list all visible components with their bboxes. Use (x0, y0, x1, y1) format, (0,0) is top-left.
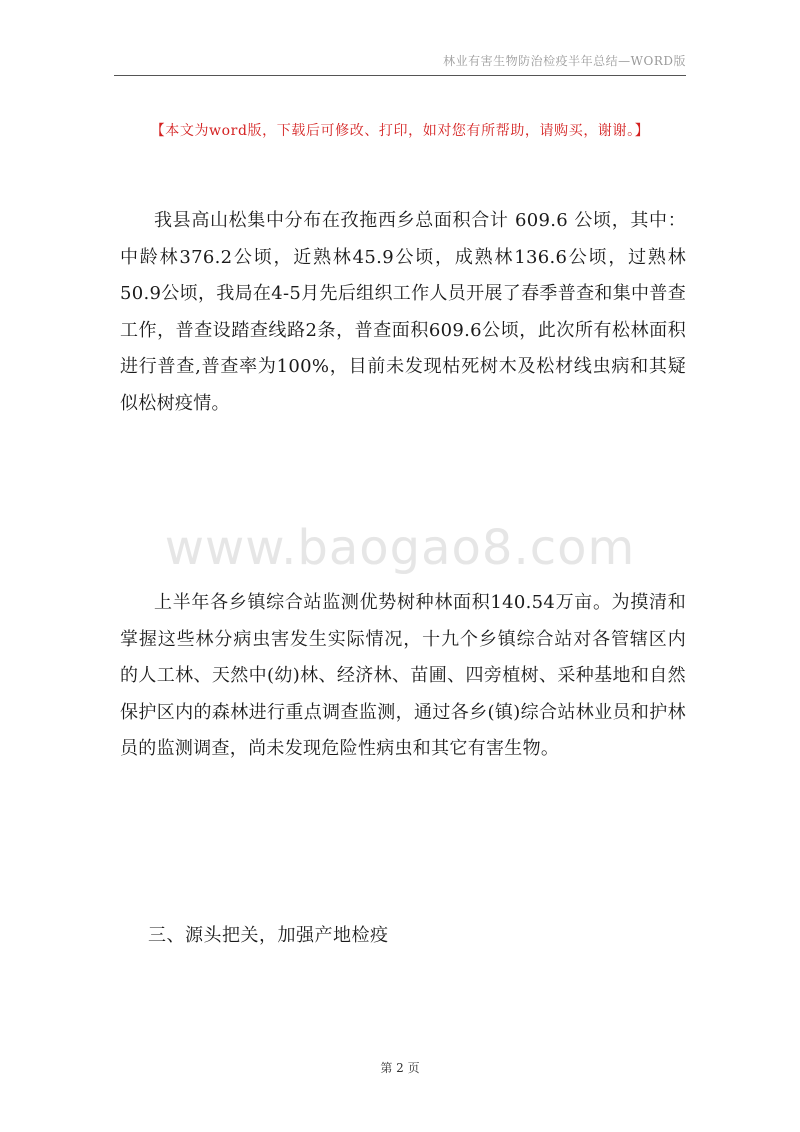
watermark-text: www.baogao8.com (164, 520, 636, 576)
purchase-notice: 【本文为word版，下载后可修改、打印，如对您有所帮助，请购买，谢谢。】 (150, 123, 650, 139)
page-number: 第 2 页 (380, 1061, 420, 1075)
section-heading: 三、源头把关，加强产地检疫 (148, 925, 389, 946)
paragraph-survey-pine: 我县高山松集中分布在孜拖西乡总面积合计 609.6 公顷，其中：中龄林376.2公顷，近熟林45.9公顷，成熟林136.6公顷，过熟林50.9公顷，我局在4-5月先后组织工作人员开展了春季普查和集中普查工作，普查设踏查线路2条，普查面积609.6公顷，此次所有松林面积进行普查,普查率为100%，目前未发现枯死树木及松材线虫病和其疑似松树疫情。 (120, 210, 686, 414)
paragraph-monitoring: 上半年各乡镇综合站监测优势树种林面积140.54万亩。为摸清和掌握这些林分病虫害发生实际情况，十九个乡镇综合站对各管辖区内的人工林、天然中(幼)林、经济林、苗圃、四旁植树、采种基地和自然保护区内的森林进行重点调查监测，通过各乡(镇)综合站林业员和护林员的监测调查，尚未发现危险性病虫和其它有害生物。 (120, 592, 686, 759)
page-header-title: 林业有害生物防治检疫半年总结—WORD版 (443, 54, 686, 68)
header-divider (114, 75, 686, 76)
